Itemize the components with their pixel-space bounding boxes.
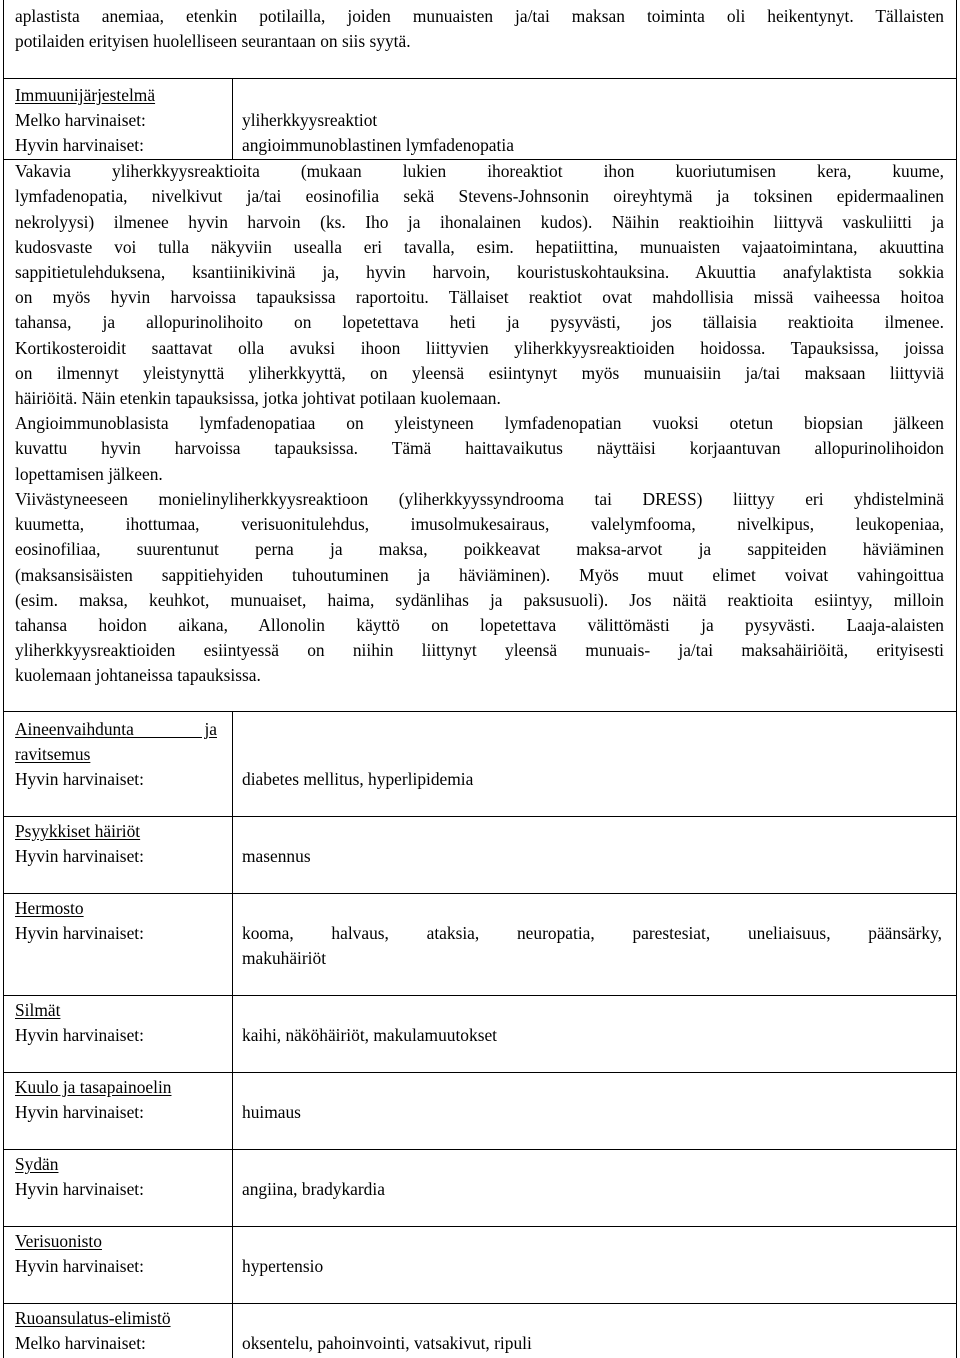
paragraph-line: lopettamisen jälkeen. xyxy=(15,464,163,484)
divider xyxy=(4,1072,956,1073)
effect-value: diabetes mellitus, hyperlipidemia xyxy=(242,769,474,789)
divider xyxy=(4,893,956,894)
intro-line: aplastista anemiaa, etenkin potilailla, joiden munuaisten ja/tai maksan toiminta oli heikentynyt. Tällaisten xyxy=(15,6,944,26)
divider xyxy=(4,711,956,712)
paragraph-line: on ilmennyt yleistynyttä yliherkkyyttä, on yleensä esiintynyt myös munuaisiin ja/tai maksaan liittyviä xyxy=(15,363,944,383)
frequency-label: Hyvin harvinaiset: xyxy=(15,923,144,943)
section-heading: Verisuonisto xyxy=(15,1231,102,1251)
effect-value: angiina, bradykardia xyxy=(242,1179,385,1199)
effect-value: makuhäiriöt xyxy=(242,948,327,968)
paragraph-line: tahansa, ja allopurinolihoito on lopetettava heti ja pysyvästi, jos tällaisia reaktioita ilmenee. xyxy=(15,312,944,332)
paragraph-line: lymfadenopatia, nivelkivut ja/tai eosinofilia sekä Stevens-Johnsonin oireyhtymä ja toksinen epidermaalinen xyxy=(15,186,944,206)
divider xyxy=(4,1149,956,1150)
frequency-label: Hyvin harvinaiset: xyxy=(15,135,144,155)
frequency-label: Hyvin harvinaiset: xyxy=(15,1102,144,1122)
paragraph-line: yliherkkyysreaktioiden esiintyessä on niihin liittynyt yleensä munuais- ja/tai maksahäiriöitä, erityisesti xyxy=(15,640,944,660)
section-heading: Hermosto xyxy=(15,898,84,918)
divider xyxy=(4,78,956,79)
effect-value: kooma, halvaus, ataksia, neuropatia, parestesiat, uneliaisuus, päänsärky, xyxy=(242,923,942,943)
frequency-label: Melko harvinaiset: xyxy=(15,110,146,130)
paragraph-line: Viivästyneeseen monielinyliherkkyysreaktioon (yliherkkyyssyndrooma tai DRESS) liittyy eri yhdistelminä xyxy=(15,489,944,509)
effect-value: kaihi, näköhäiriöt, makulamuutokset xyxy=(242,1025,498,1045)
paragraph-line: kuvattu hyvin harvoissa tapauksissa. Tämä haittavaikutus näyttäisi korjaantuvan allopurinolihoidon xyxy=(15,438,944,458)
section-heading: Kuulo ja tasapainoelin xyxy=(15,1077,172,1097)
paragraph-line: nekrolyysi) ilmenee hyvin harvoin (ks. Iho ja ihonalainen kudos). Näihin reaktioihin liittyvä vaskuliitti ja xyxy=(15,212,944,232)
frequency-label: Hyvin harvinaiset: xyxy=(15,769,144,789)
paragraph-line: häiriöitä. Näin etenkin tapauksissa, jotka johtivat potilaan kuolemaan. xyxy=(15,388,501,408)
paragraph-line: kudosvaste voi tulla näkyviin usealla eri tavalla, esim. hepatiittina, munuaisten vajaatoimintana, akuuttina xyxy=(15,237,944,257)
divider xyxy=(4,1226,956,1227)
divider xyxy=(4,159,956,160)
effect-value: masennus xyxy=(242,846,311,866)
intro-line: potilaiden erityisen huolelliseen seurantaan on siis syytä. xyxy=(15,31,411,51)
paragraph-line: sappitietulehduksena, ksantiinikivinä ja, hyvin harvoin, kouristuskohtauksina. Akuuttia anafylaktista sokkia xyxy=(15,262,944,282)
frequency-label: Hyvin harvinaiset: xyxy=(15,846,144,866)
section-heading: Silmät xyxy=(15,1000,61,1020)
paragraph-line: Vakavia yliherkkyysreaktioita (mukaan lukien ihoreaktiot ihon kuoriutumisen kera, kuume, xyxy=(15,161,944,181)
paragraph-line: eosinofiliaa, suurentunut perna ja maksa, poikkeavat maksa-arvot ja sappiteiden häviäminen xyxy=(15,539,944,559)
divider xyxy=(4,816,956,817)
effect-value: hypertensio xyxy=(242,1256,324,1276)
paragraph-line: (maksansisäisten sappitiehyiden tuhoutuminen ja häviäminen). Myös muut elimet voivat vahingoittua xyxy=(15,565,944,585)
section-heading: Ruoansulatus-elimistö xyxy=(15,1308,171,1328)
frequency-label: Hyvin harvinaiset: xyxy=(15,1179,144,1199)
section-heading: Psyykkiset häiriöt xyxy=(15,821,141,841)
paragraph-line: (esim. maksa, keuhkot, munuaiset, haima, sydänlihas ja paksusuoli). Jos näitä reaktioita esiintyy, milloin xyxy=(15,590,944,610)
section-heading: Immuunijärjestelmä xyxy=(15,85,156,105)
paragraph-line: on myös hyvin harvoissa tapauksissa raportoitu. Tällaiset reaktiot ovat mahdollisia missä vaiheessa hoitoa xyxy=(15,287,944,307)
frequency-label: Melko harvinaiset: xyxy=(15,1333,146,1353)
divider xyxy=(4,1303,956,1304)
paragraph-line: Kortikosteroidit saattavat olla avuksi ihoon liittyvien yliherkkyysreaktioiden hoidossa. Tapauksissa, joissa xyxy=(15,338,944,358)
frequency-label: Hyvin harvinaiset: xyxy=(15,1025,144,1045)
paragraph-line: Angioimmunoblasista lymfadenopatiaa on yleistyneen lymfadenopatian vuoksi otetun biopsian jälkeen xyxy=(15,413,944,433)
column-divider xyxy=(232,78,233,159)
frequency-label: Hyvin harvinaiset: xyxy=(15,1256,144,1276)
section-heading: Aineenvaihdunta ja xyxy=(15,719,217,739)
effect-value: huimaus xyxy=(242,1102,301,1122)
paragraph-line: tahansa hoidon aikana, Allonolin käyttö on lopetettava välittömästi ja pysyvästi. Laaja-alaisten xyxy=(15,615,944,635)
effect-value: yliherkkyysreaktiot xyxy=(242,110,378,130)
paragraph-line: kuolemaan johtaneissa tapauksissa. xyxy=(15,665,261,685)
divider xyxy=(4,995,956,996)
effect-value: angioimmunoblastinen lymfadenopatia xyxy=(242,135,514,155)
section-heading: ravitsemus xyxy=(15,744,91,764)
column-divider xyxy=(232,711,233,1358)
section-heading: Sydän xyxy=(15,1154,59,1174)
document-page xyxy=(3,0,957,1358)
effect-value: oksentelu, pahoinvointi, vatsakivut, ripuli xyxy=(242,1333,532,1353)
paragraph-line: kuumetta, ihottumaa, verisuonitulehdus, imusolmukesairaus, valelymfooma, nivelkipus, leukopeniaa, xyxy=(15,514,944,534)
